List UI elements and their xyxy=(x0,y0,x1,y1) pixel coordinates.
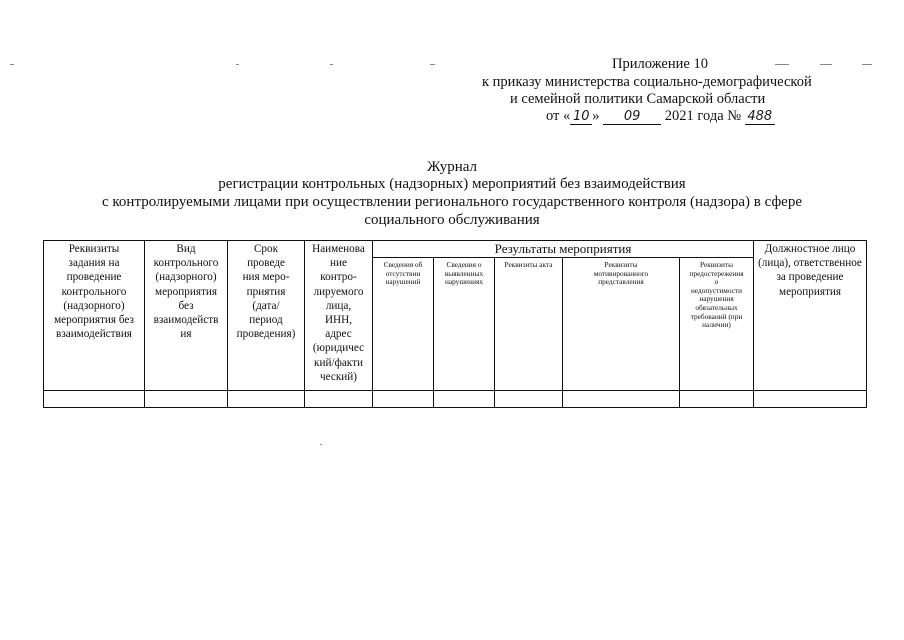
header-motivated-representation: Реквизиты мотивированного представления xyxy=(563,258,680,391)
scan-artifact xyxy=(775,64,789,65)
journal-table xyxy=(43,240,867,408)
appendix-date-line xyxy=(546,108,775,125)
header-controlled-entity: Наименова ние контро- лируемого лица, ИНН, адрес (юридичес кий/факти ческий) xyxy=(305,241,373,391)
scan-artifact xyxy=(862,64,872,65)
journal-title: Журнал xyxy=(426,159,477,175)
header-results-group: Результаты мероприятия xyxy=(373,241,754,258)
date-quote-close: » xyxy=(592,108,600,124)
table-cell xyxy=(754,391,867,408)
scan-artifact xyxy=(10,64,14,65)
table-cell xyxy=(305,391,373,408)
table-row xyxy=(44,391,867,408)
appendix-ministry-line: и семейной политики Самарской области xyxy=(510,91,766,107)
date-prefix: от « xyxy=(546,108,571,124)
table-cell xyxy=(228,391,305,408)
table-cell xyxy=(44,391,145,408)
table-cell xyxy=(680,391,754,408)
table-cell xyxy=(563,391,680,408)
appendix-title: Приложение 10 xyxy=(612,56,708,72)
date-month-handwritten: 09 xyxy=(603,110,661,125)
table-cell xyxy=(145,391,228,408)
header-violations-found: Сведения о выявленных нарушениях xyxy=(434,258,495,391)
header-no-violations: Сведения об отсутствии нарушений xyxy=(373,258,434,391)
scan-artifact xyxy=(236,64,239,65)
header-responsible-official: Должностное лицо (лица), ответственное за проведение мероприятия xyxy=(754,241,867,391)
header-act-details: Реквизиты акта xyxy=(495,258,563,391)
header-warning-details: Реквизиты предостережения о недопустимости нарушения обязательных требований (при наличии) xyxy=(680,258,754,391)
header-event-type: Вид контрольного (надзорного) мероприятия без взаимодейств ия xyxy=(145,241,228,391)
scan-artifact xyxy=(430,64,435,65)
header-task-details: Реквизиты задания на проведение контрольного (надзорного) мероприятия без взаимодействия xyxy=(44,241,145,391)
scan-artifact xyxy=(320,444,322,445)
table-cell xyxy=(495,391,563,408)
appendix-order-line: к приказу министерства социально-демографической xyxy=(482,74,812,90)
order-number-handwritten: 488 xyxy=(745,110,775,125)
date-suffix: 2021 года № xyxy=(664,108,742,124)
journal-subtitle-3: социального обслуживания xyxy=(364,212,540,228)
journal-subtitle-1: регистрации контрольных (надзорных) мероприятий без взаимодействия xyxy=(218,176,686,192)
table-cell xyxy=(373,391,434,408)
scan-artifact xyxy=(820,64,832,65)
scan-artifact xyxy=(330,64,333,65)
table-cell xyxy=(434,391,495,408)
date-day-handwritten: 10 xyxy=(570,110,592,125)
journal-subtitle-2: с контролируемыми лицами при осуществлении регионального государственного контроля (надзора) в сфере xyxy=(102,194,802,210)
header-event-period: Срок проведе ния меро- приятия (дата/ период проведения) xyxy=(228,241,305,391)
